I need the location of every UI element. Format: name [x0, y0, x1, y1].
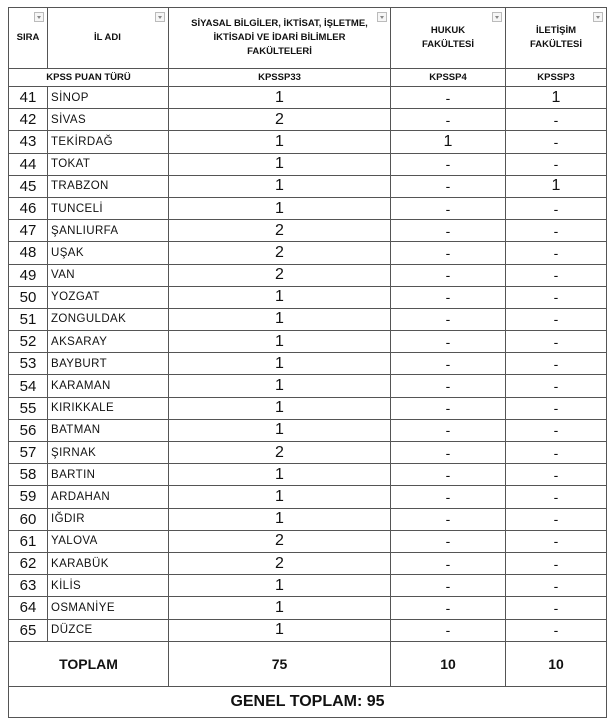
row-sira: 56	[9, 419, 48, 441]
row-col3-value: -	[506, 575, 607, 597]
row-col3-value: -	[506, 442, 607, 464]
row-col3-value: -	[506, 286, 607, 308]
subheader-col1: KPSSP33	[169, 69, 391, 87]
row-col2-value: -	[391, 552, 506, 574]
table-row	[9, 308, 607, 330]
row-il-adi: IĞDIR	[48, 508, 169, 530]
row-col2-value: 1	[391, 131, 506, 153]
row-col2-value: -	[391, 486, 506, 508]
header-row	[9, 8, 607, 69]
header-col3[interactable]	[506, 8, 607, 69]
row-col3-value: -	[506, 264, 607, 286]
table-row	[9, 486, 607, 508]
row-col3-value: -	[506, 375, 607, 397]
row-col3-value: -	[506, 220, 607, 242]
table-row	[9, 353, 607, 375]
row-sira: 55	[9, 397, 48, 419]
filter-dropdown-icon[interactable]	[377, 12, 387, 22]
row-col2-value: -	[391, 109, 506, 131]
filter-dropdown-icon[interactable]	[593, 12, 603, 22]
row-col3-value: -	[506, 486, 607, 508]
row-col3-value: -	[506, 597, 607, 619]
table-wrapper	[8, 7, 606, 718]
row-col2-value: -	[391, 442, 506, 464]
row-il-adi: BAYBURT	[48, 353, 169, 375]
total-col1: 75	[169, 641, 391, 686]
row-sira: 46	[9, 197, 48, 219]
table-row	[9, 286, 607, 308]
table-row	[9, 87, 607, 109]
row-col1-value: 1	[169, 153, 391, 175]
row-il-adi: BATMAN	[48, 419, 169, 441]
header-sira[interactable]	[9, 8, 48, 69]
row-sira: 54	[9, 375, 48, 397]
table-row	[9, 552, 607, 574]
row-il-adi: YOZGAT	[48, 286, 169, 308]
total-col3: 10	[506, 641, 607, 686]
row-col3-value: 1	[506, 87, 607, 109]
row-col2-value: -	[391, 597, 506, 619]
row-il-adi: AKSARAY	[48, 331, 169, 353]
row-col1-value: 2	[169, 552, 391, 574]
table-row	[9, 197, 607, 219]
row-il-adi: ZONGULDAK	[48, 308, 169, 330]
row-col3-value: -	[506, 353, 607, 375]
row-col2-value: -	[391, 619, 506, 641]
row-col1-value: 1	[169, 87, 391, 109]
row-col1-value: 1	[169, 575, 391, 597]
grand-total-row	[9, 686, 607, 717]
row-il-adi: ŞANLIURFA	[48, 220, 169, 242]
row-col1-value: 1	[169, 375, 391, 397]
row-col1-value: 1	[169, 197, 391, 219]
table-row	[9, 264, 607, 286]
row-col1-value: 2	[169, 220, 391, 242]
row-col2-value: -	[391, 242, 506, 264]
table-row	[9, 508, 607, 530]
row-col2-value: -	[391, 308, 506, 330]
row-col1-value: 1	[169, 619, 391, 641]
subheader-col2: KPSSP4	[391, 69, 506, 87]
row-sira: 50	[9, 286, 48, 308]
row-col3-value: -	[506, 397, 607, 419]
row-sira: 63	[9, 575, 48, 597]
total-row	[9, 641, 607, 686]
row-sira: 49	[9, 264, 48, 286]
row-col3-value: -	[506, 419, 607, 441]
row-col2-value: -	[391, 197, 506, 219]
header-col1-label: SİYASAL BİLGİLER, İKTİSAT, İŞLETME, İKTİSADİ VE İDARİ BİLİMLER FAKÜLTELERİ	[191, 18, 368, 57]
header-col2-label: HUKUK FAKÜLTESİ	[421, 25, 475, 50]
row-col3-value: -	[506, 331, 607, 353]
row-sira: 44	[9, 153, 48, 175]
subheader-label: KPSS PUAN TÜRÜ	[9, 69, 169, 87]
row-col3-value: -	[506, 308, 607, 330]
row-col1-value: 2	[169, 530, 391, 552]
table-row	[9, 109, 607, 131]
row-il-adi: OSMANİYE	[48, 597, 169, 619]
header-col1[interactable]	[169, 8, 391, 69]
row-col3-value: -	[506, 619, 607, 641]
table-row	[9, 530, 607, 552]
row-il-adi: TUNCELİ	[48, 197, 169, 219]
table-row	[9, 397, 607, 419]
header-sira-label: SIRA	[16, 32, 40, 43]
row-col3-value: -	[506, 131, 607, 153]
row-sira: 62	[9, 552, 48, 574]
row-col2-value: -	[391, 175, 506, 197]
row-col2-value: -	[391, 530, 506, 552]
row-il-adi: VAN	[48, 264, 169, 286]
row-il-adi: KARABÜK	[48, 552, 169, 574]
row-col3-value: -	[506, 552, 607, 574]
row-col2-value: -	[391, 508, 506, 530]
row-col2-value: -	[391, 153, 506, 175]
row-il-adi: ARDAHAN	[48, 486, 169, 508]
row-col1-value: 1	[169, 486, 391, 508]
row-il-adi: DÜZCE	[48, 619, 169, 641]
row-il-adi: TOKAT	[48, 153, 169, 175]
table-row	[9, 375, 607, 397]
row-col3-value: -	[506, 153, 607, 175]
row-il-adi: BARTIN	[48, 464, 169, 486]
filter-dropdown-icon[interactable]	[34, 12, 44, 22]
table-row	[9, 175, 607, 197]
row-col3-value: -	[506, 109, 607, 131]
row-sira: 41	[9, 87, 48, 109]
row-sira: 48	[9, 242, 48, 264]
row-col2-value: -	[391, 397, 506, 419]
grand-total: GENEL TOPLAM: 95	[9, 686, 607, 717]
filter-dropdown-icon[interactable]	[492, 12, 502, 22]
row-il-adi: TRABZON	[48, 175, 169, 197]
quota-table	[8, 7, 607, 718]
subheader-row	[9, 69, 607, 87]
row-sira: 47	[9, 220, 48, 242]
table-row	[9, 419, 607, 441]
table-row	[9, 442, 607, 464]
row-sira: 45	[9, 175, 48, 197]
row-col1-value: 1	[169, 175, 391, 197]
row-col2-value: -	[391, 331, 506, 353]
total-label: TOPLAM	[9, 641, 169, 686]
table-row	[9, 464, 607, 486]
row-il-adi: SİNOP	[48, 87, 169, 109]
row-col2-value: -	[391, 419, 506, 441]
row-il-adi: ŞIRNAK	[48, 442, 169, 464]
header-il-adi[interactable]	[48, 8, 169, 69]
filter-dropdown-icon[interactable]	[155, 12, 165, 22]
row-col3-value: -	[506, 197, 607, 219]
row-col1-value: 2	[169, 264, 391, 286]
row-col2-value: -	[391, 286, 506, 308]
table-row	[9, 153, 607, 175]
row-sira: 43	[9, 131, 48, 153]
row-col1-value: 1	[169, 397, 391, 419]
row-col1-value: 1	[169, 331, 391, 353]
header-il-adi-label: İL ADI	[94, 32, 121, 43]
row-sira: 52	[9, 331, 48, 353]
row-col1-value: 1	[169, 353, 391, 375]
table-row	[9, 131, 607, 153]
row-sira: 60	[9, 508, 48, 530]
row-sira: 65	[9, 619, 48, 641]
row-col1-value: 2	[169, 442, 391, 464]
table-row	[9, 575, 607, 597]
total-col2: 10	[391, 641, 506, 686]
header-col2[interactable]	[391, 8, 506, 69]
row-col1-value: 1	[169, 286, 391, 308]
row-il-adi: UŞAK	[48, 242, 169, 264]
row-sira: 57	[9, 442, 48, 464]
header-col3-label: İLETİŞİM FAKÜLTESİ	[529, 25, 583, 50]
row-col1-value: 1	[169, 597, 391, 619]
table-row	[9, 619, 607, 641]
row-il-adi: YALOVA	[48, 530, 169, 552]
row-col3-value: -	[506, 530, 607, 552]
row-col1-value: 2	[169, 242, 391, 264]
row-il-adi: KARAMAN	[48, 375, 169, 397]
subheader-col3: KPSSP3	[506, 69, 607, 87]
row-il-adi: KİLİS	[48, 575, 169, 597]
row-col2-value: -	[391, 264, 506, 286]
row-col2-value: -	[391, 353, 506, 375]
row-col2-value: -	[391, 464, 506, 486]
row-sira: 51	[9, 308, 48, 330]
row-col2-value: -	[391, 220, 506, 242]
row-col3-value: 1	[506, 175, 607, 197]
row-col1-value: 1	[169, 464, 391, 486]
table-row	[9, 220, 607, 242]
row-col3-value: -	[506, 464, 607, 486]
row-col3-value: -	[506, 242, 607, 264]
row-col3-value: -	[506, 508, 607, 530]
row-col1-value: 1	[169, 131, 391, 153]
row-col1-value: 1	[169, 508, 391, 530]
row-sira: 42	[9, 109, 48, 131]
row-il-adi: KIRIKKALE	[48, 397, 169, 419]
row-col2-value: -	[391, 575, 506, 597]
row-sira: 58	[9, 464, 48, 486]
row-il-adi: SİVAS	[48, 109, 169, 131]
row-col2-value: -	[391, 87, 506, 109]
row-sira: 61	[9, 530, 48, 552]
row-col1-value: 2	[169, 109, 391, 131]
row-sira: 53	[9, 353, 48, 375]
row-col2-value: -	[391, 375, 506, 397]
table-row	[9, 597, 607, 619]
row-sira: 59	[9, 486, 48, 508]
row-col1-value: 1	[169, 419, 391, 441]
table-row	[9, 331, 607, 353]
row-col1-value: 1	[169, 308, 391, 330]
row-sira: 64	[9, 597, 48, 619]
row-il-adi: TEKİRDAĞ	[48, 131, 169, 153]
table-row	[9, 242, 607, 264]
